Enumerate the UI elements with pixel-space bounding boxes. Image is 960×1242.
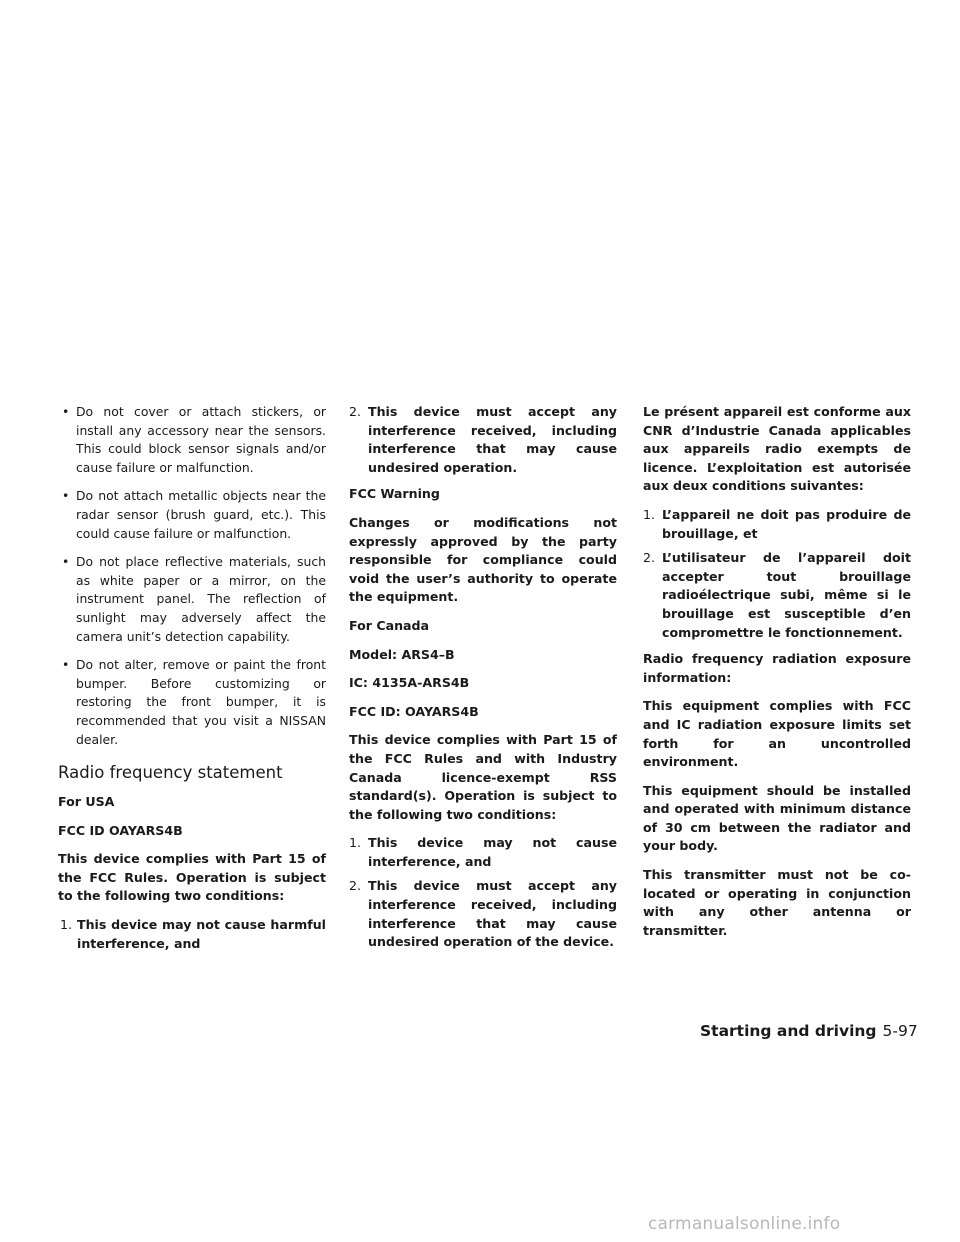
list-item: 1. L’appareil ne doit pas produire de brouillage, et	[643, 506, 911, 541]
french-statement: Le présent appareil est conforme aux CNR d’Industrie Canada applicables aux appareils radio exempts de licence. L’exploitation est autorisée aux deux conditions suivantes:	[643, 404, 911, 494]
list-item: 2. This device must accept any interference received, including interference that may cause undesired operation.	[349, 404, 617, 475]
column-2	[349, 403, 617, 960]
list-item: 2. This device must accept any interference received, including interference that may cause undesired operation of the device.	[349, 878, 617, 950]
list-item: • Do not cover or attach stickers, or install any accessory near the sensors. This could block sensor signals and/or cause failure or malfunction.	[62, 404, 326, 475]
french-conditions	[643, 506, 911, 642]
section-title: Radio frequency statement	[58, 763, 283, 783]
canada-statement: This device complies with Part 15 of the FCC Rules and with Industry Canada licence-exempt RSS standard(s). Operation is subject to the following two conditions:	[349, 732, 617, 822]
usa-conditions	[58, 916, 326, 953]
fcc-warning-text: Changes or modifications not expressly approved by the party responsible for compliance could void the user’s authority to operate the equipment.	[349, 514, 617, 605]
bullet-icon: •	[62, 404, 70, 419]
page-number: 5-97	[882, 1022, 918, 1040]
list-item: 2. L’utilisateur de l’appareil doit accepter tout brouillage radioélectrique subi, même si le brouillage est susceptible d’en compromettre le fonctionnement.	[643, 550, 911, 640]
subheading-for-canada: For Canada	[349, 617, 430, 633]
precaution-list	[58, 403, 326, 749]
usa-conditions-continued	[349, 403, 617, 477]
list-item: 1. This device may not cause harmful interference, and	[60, 917, 326, 951]
item-number: 2.	[349, 404, 362, 419]
list-item: • Do not alter, remove or paint the front bumper. Before customizing or restoring the front bumper, it is recommended that you visit a NISSAN dealer.	[62, 657, 326, 747]
fcc-id-usa: FCC ID OAYARS4B	[58, 822, 183, 838]
page-footer	[700, 1022, 918, 1040]
list-item: • Do not attach metallic objects near the radar sensor (brush guard, etc.). This could cause failure or malfunction.	[62, 488, 326, 541]
usa-statement: This device complies with Part 15 of the FCC Rules. Operation is subject to the following two conditions:	[58, 851, 326, 904]
rf-exposure-heading: Radio frequency radiation exposure information:	[643, 651, 911, 685]
watermark: carmanualsonline.info	[648, 1214, 841, 1234]
bullet-icon: •	[62, 488, 70, 504]
bullet-icon: •	[62, 554, 70, 570]
bullet-icon: •	[62, 657, 70, 673]
ic-number: IC: 4135A-ARS4B	[349, 675, 470, 691]
subheading-fcc-warning: FCC Warning	[349, 486, 440, 502]
footer-section-label: Starting and driving	[700, 1022, 877, 1040]
rf-exposure-text: This equipment should be installed and operated with minimum distance of 30 cm between the radiator and your body.	[643, 782, 911, 854]
item-number: 1.	[643, 506, 656, 522]
item-number: 2.	[349, 878, 362, 894]
fcc-id-canada: FCC ID: OAYARS4B	[349, 703, 479, 719]
rf-exposure-text: This equipment complies with FCC and IC radiation exposure limits set forth for an uncontrolled environment.	[643, 698, 911, 770]
subheading-for-usa: For USA	[58, 794, 115, 810]
canada-conditions	[349, 834, 617, 952]
list-item: 1. This device may not cause interference, and	[349, 835, 617, 869]
column-1	[58, 403, 326, 961]
item-number: 2.	[643, 550, 656, 566]
item-number: 1.	[349, 835, 362, 851]
model-number: Model: ARS4–B	[349, 646, 455, 662]
rf-exposure-text: This transmitter must not be co-located or operating in conjunction with any other antenna or transmitter.	[643, 867, 911, 938]
list-item: • Do not place reflective materials, such as white paper or a mirror, on the instrument panel. The reflection of sunlight may adversely affect the camera unit’s detection capability.	[62, 554, 326, 644]
column-3	[643, 403, 911, 950]
item-number: 1.	[60, 917, 73, 933]
